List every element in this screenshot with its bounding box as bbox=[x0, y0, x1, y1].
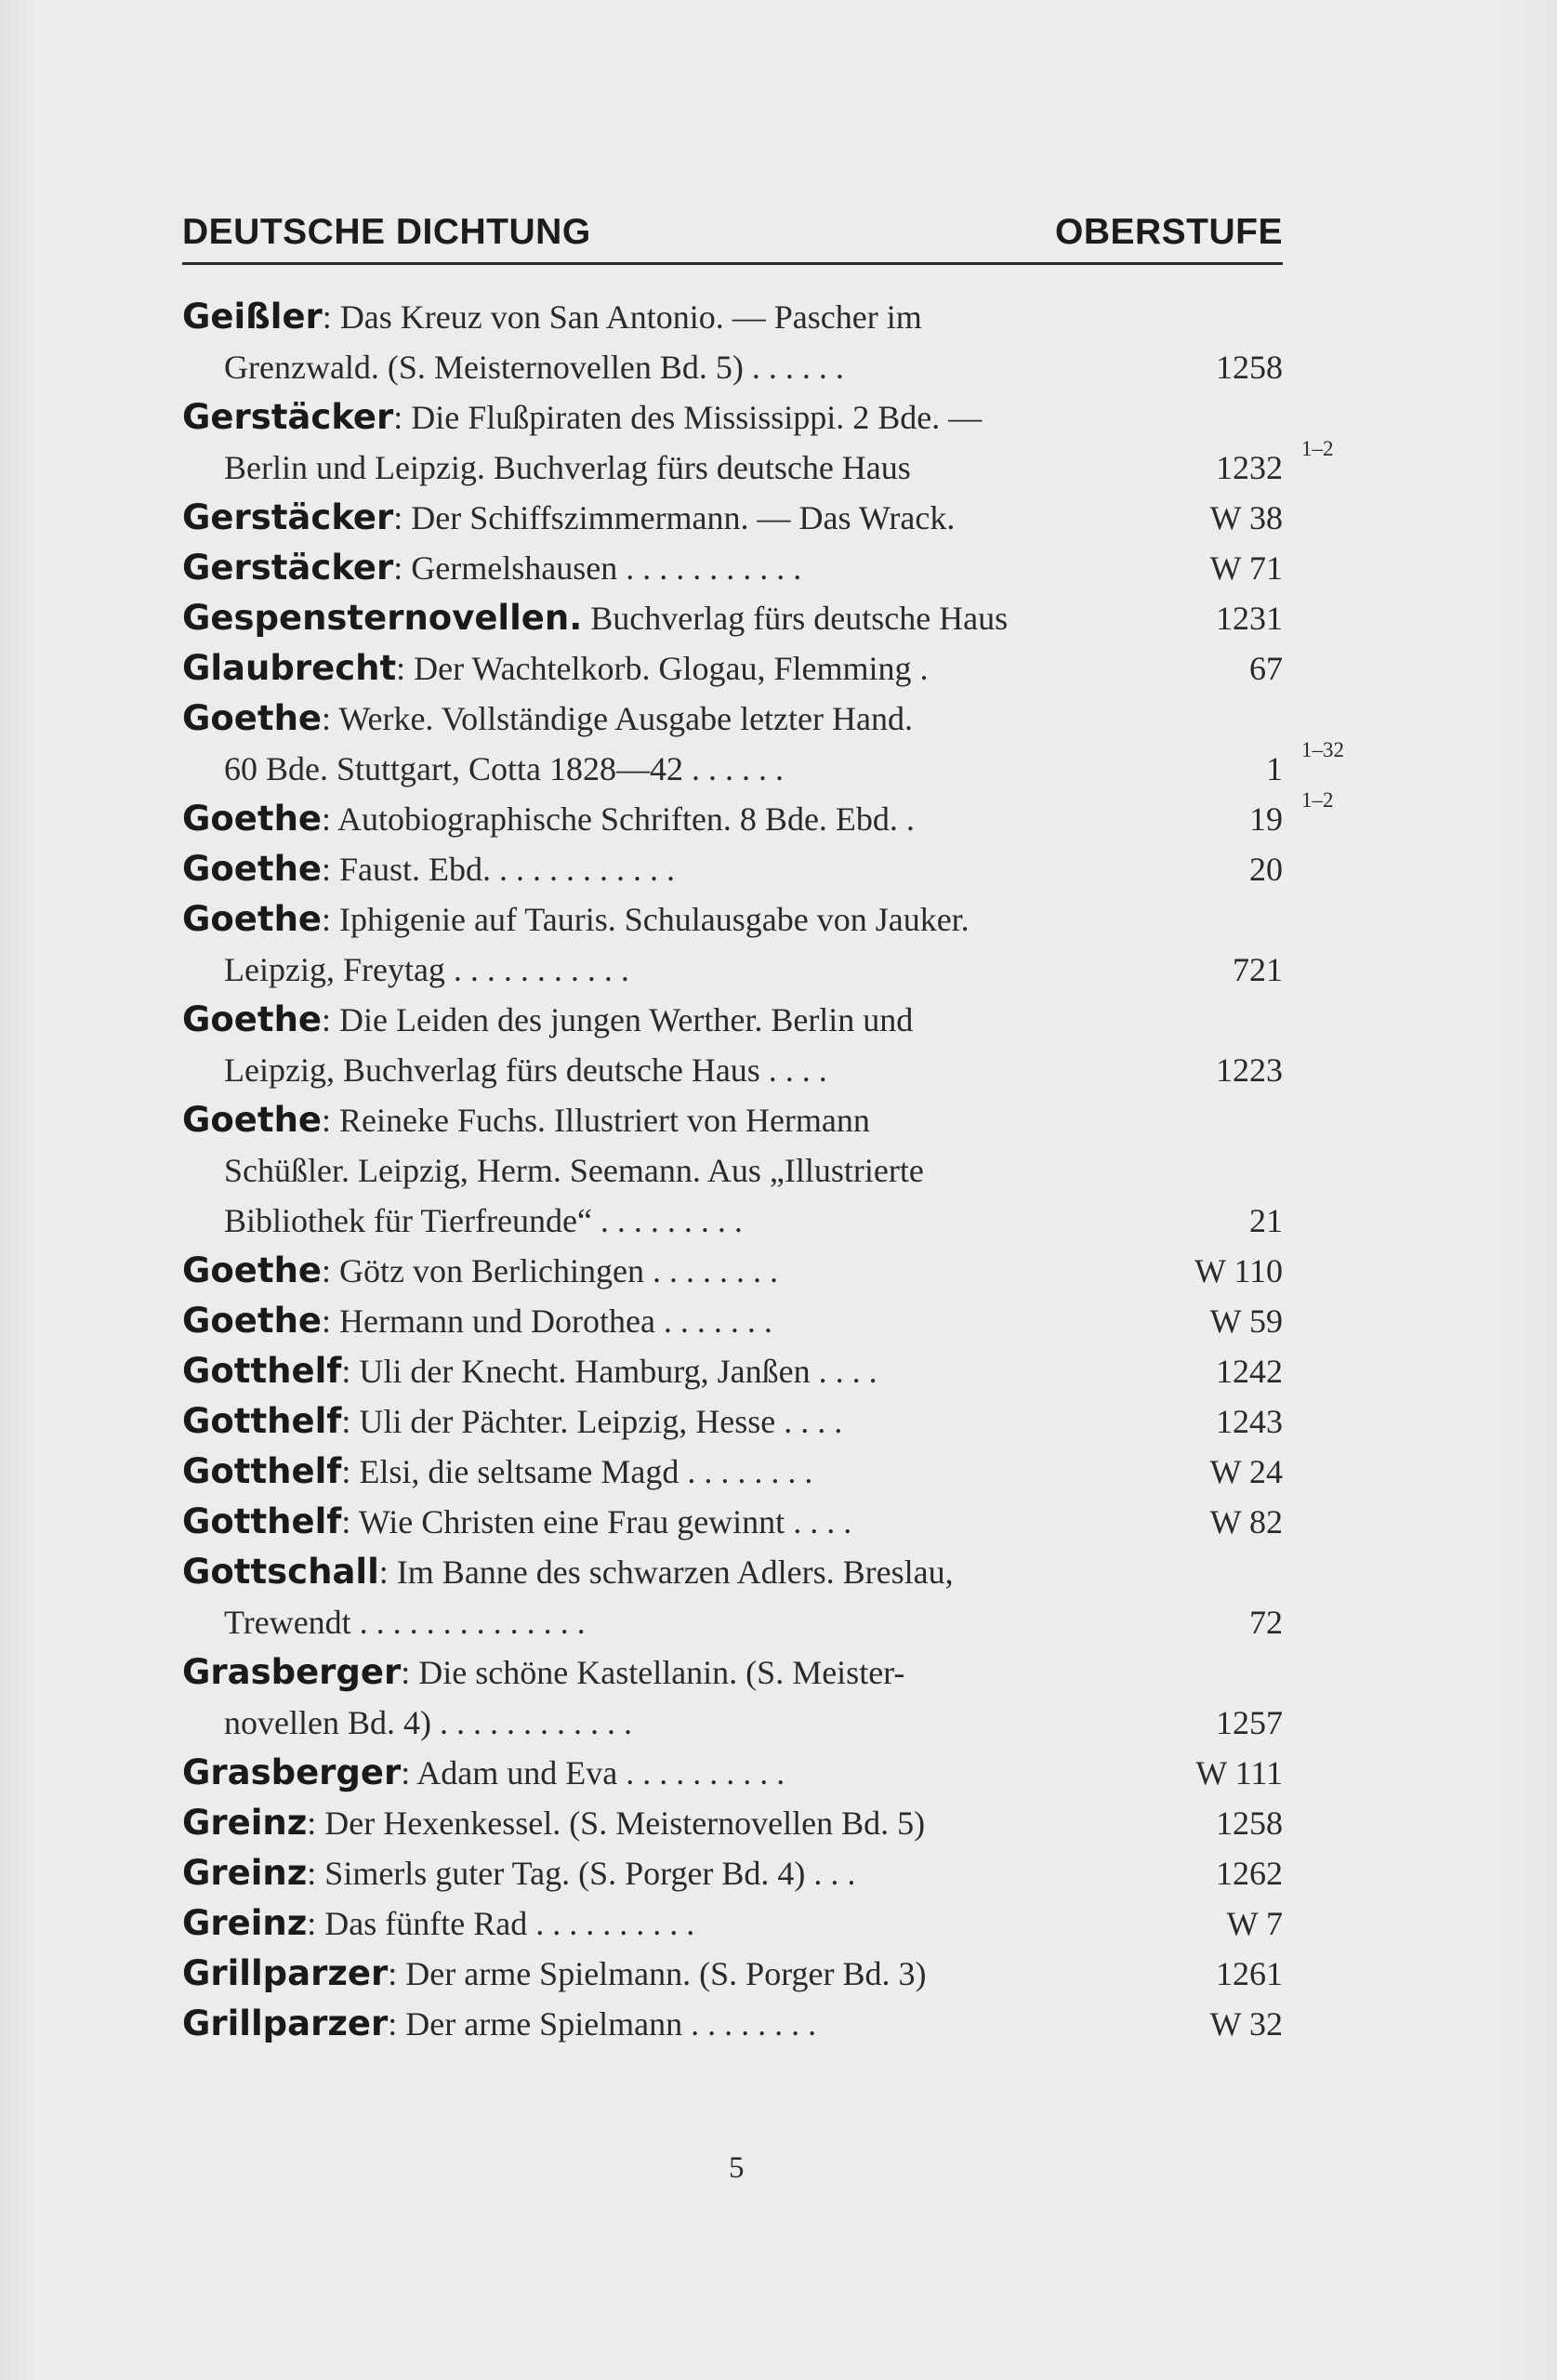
catalog-number: 21 bbox=[1249, 1202, 1283, 1239]
entry-line bbox=[182, 694, 1283, 744]
author-name: Gerstäcker bbox=[182, 548, 394, 588]
entry-continuation-line bbox=[182, 1196, 1283, 1246]
author-name: Goethe bbox=[182, 1250, 323, 1290]
author-separator: : bbox=[307, 1905, 325, 1942]
author-name: Goethe bbox=[182, 899, 323, 939]
entry-line bbox=[182, 1346, 1283, 1396]
entry-continuation-line bbox=[182, 945, 1283, 995]
entry-text bbox=[182, 392, 982, 443]
page-number: 5 bbox=[729, 2151, 745, 2185]
entry-line bbox=[182, 292, 1283, 342]
author-name: Goethe bbox=[182, 698, 323, 738]
entry-line bbox=[182, 844, 1283, 894]
entry-line bbox=[182, 1949, 1283, 1999]
entry-text bbox=[224, 744, 784, 794]
author-separator: : bbox=[393, 399, 412, 436]
author-separator: : bbox=[307, 1855, 325, 1892]
entry-description: Schüßler. Leipzig, Herm. Seemann. Aus „Illustrierte bbox=[224, 1152, 924, 1189]
entry-text bbox=[182, 1999, 816, 2049]
entry-continuation-line bbox=[182, 1597, 1283, 1647]
entry-line bbox=[182, 1748, 1283, 1798]
catalog-number: W 7 bbox=[1226, 1905, 1283, 1942]
author-separator: : bbox=[378, 1554, 397, 1591]
catalog-number: 19 bbox=[1249, 800, 1283, 838]
author-separator: : bbox=[393, 549, 412, 587]
entry-line bbox=[182, 1095, 1283, 1145]
entry-description: Die schöne Kastellanin. (S. Meister- bbox=[418, 1654, 905, 1691]
entry-description: Wie Christen eine Frau gewinnt . . . . bbox=[358, 1503, 852, 1540]
author-name: Greinz bbox=[182, 1903, 308, 1943]
entry-description: Der arme Spielmann. (S. Porger Bd. 3) bbox=[405, 1955, 927, 1992]
author-separator: : bbox=[396, 650, 415, 687]
catalog-number: W 38 bbox=[1209, 499, 1283, 536]
entry-text bbox=[182, 1447, 812, 1497]
catalog-number: W 82 bbox=[1209, 1503, 1283, 1540]
entry-description: Hermann und Dorothea . . . . . . . bbox=[339, 1302, 772, 1340]
author-name: Grasberger bbox=[182, 1752, 402, 1792]
entry-text bbox=[182, 1246, 778, 1296]
catalog-number: 1257 bbox=[1216, 1704, 1283, 1741]
entry-line bbox=[182, 1848, 1283, 1898]
entry-text bbox=[182, 1497, 851, 1547]
author-name: Goethe bbox=[182, 1100, 323, 1140]
bibliography-list bbox=[182, 292, 1344, 2049]
entry-text bbox=[182, 543, 801, 593]
author-separator: : bbox=[322, 800, 338, 838]
author-name: Goethe bbox=[182, 1301, 323, 1341]
catalog-number: 1261 bbox=[1216, 1955, 1283, 1992]
author-separator: : bbox=[322, 1102, 340, 1139]
catalog-number: W 111 bbox=[1195, 1754, 1283, 1792]
header-title-right: OBERSTUFE bbox=[1054, 212, 1283, 252]
entry-line bbox=[182, 1296, 1283, 1346]
entry-description: Trewendt . . . . . . . . . . . . . . bbox=[224, 1604, 586, 1641]
entry-text bbox=[182, 1346, 877, 1396]
author-name: Grillparzer bbox=[182, 2003, 389, 2043]
entry-line bbox=[182, 1447, 1283, 1497]
entry-text bbox=[182, 1547, 954, 1597]
catalog-number: 1232 bbox=[1216, 449, 1283, 486]
entry-text bbox=[182, 1898, 694, 1949]
entry-text bbox=[182, 1396, 842, 1447]
entry-line bbox=[182, 1497, 1283, 1547]
author-separator: : bbox=[307, 1805, 325, 1842]
catalog-number: 1258 bbox=[1216, 349, 1283, 386]
author-separator: : bbox=[401, 1754, 417, 1792]
author-name: Gerstäcker bbox=[182, 397, 394, 437]
entry-description: Der Wachtelkorb. Glogau, Flemming . bbox=[414, 650, 929, 687]
author-separator: : bbox=[322, 1001, 340, 1038]
entry-text bbox=[182, 844, 675, 894]
entry-text bbox=[182, 894, 970, 945]
catalog-number: 1262 bbox=[1216, 1855, 1283, 1892]
entry-text bbox=[182, 1647, 904, 1698]
entry-text bbox=[182, 593, 1008, 643]
author-separator: : bbox=[401, 1654, 419, 1691]
entry-description: Der Hexenkessel. (S. Meisternovellen Bd. 5) bbox=[324, 1805, 926, 1842]
entry-line bbox=[182, 894, 1283, 945]
author-name: Goethe bbox=[182, 799, 323, 839]
author-name: Grillparzer bbox=[182, 1953, 389, 1993]
entry-line bbox=[182, 643, 1283, 694]
entry-text bbox=[182, 1949, 927, 1999]
author-separator: : bbox=[322, 901, 340, 938]
entry-line bbox=[182, 1798, 1283, 1848]
entry-description: Uli der Pächter. Leipzig, Hesse . . . . bbox=[359, 1403, 843, 1440]
author-separator: : bbox=[322, 700, 339, 737]
entry-description: Autobiographische Schriften. 8 Bde. Ebd. . bbox=[337, 800, 915, 838]
catalog-number: W 59 bbox=[1209, 1302, 1283, 1340]
author-separator bbox=[582, 600, 590, 637]
entry-text bbox=[182, 1848, 855, 1898]
author-name: Gespensternovellen. bbox=[182, 598, 583, 638]
catalog-number: 1243 bbox=[1216, 1403, 1283, 1440]
author-name: Gotthelf bbox=[182, 1401, 342, 1441]
entry-description: Der arme Spielmann . . . . . . . . bbox=[405, 2005, 817, 2043]
entry-description: Die Leiden des jungen Werther. Berlin und bbox=[339, 1001, 914, 1038]
catalog-number: 20 bbox=[1249, 851, 1283, 888]
catalog-number: 72 bbox=[1249, 1604, 1283, 1641]
entry-text bbox=[224, 1145, 924, 1196]
author-name: Greinz bbox=[182, 1853, 308, 1893]
author-separator: : bbox=[341, 1403, 360, 1440]
entry-continuation-line bbox=[182, 738, 1344, 794]
author-separator: : bbox=[322, 851, 340, 888]
entry-text bbox=[182, 1798, 925, 1848]
entry-continuation-line bbox=[182, 1045, 1283, 1095]
author-separator: : bbox=[341, 1503, 359, 1540]
author-separator: : bbox=[322, 1302, 340, 1340]
author-name: Goethe bbox=[182, 849, 323, 889]
entry-description: Uli der Knecht. Hamburg, Janßen . . . . bbox=[359, 1353, 877, 1390]
entry-line bbox=[182, 1647, 1283, 1698]
entry-line bbox=[182, 493, 1283, 543]
entry-text bbox=[182, 794, 915, 844]
author-name: Gotthelf bbox=[182, 1451, 342, 1491]
entry-description: Buchverlag fürs deutsche Haus bbox=[590, 600, 1009, 637]
header-title-left: DEUTSCHE DICHTUNG bbox=[182, 212, 591, 252]
entry-text bbox=[182, 292, 922, 342]
entry-line bbox=[182, 1999, 1283, 2049]
author-name: Gerstäcker bbox=[182, 497, 394, 537]
entry-description: Berlin und Leipzig. Buchverlag fürs deutsche Haus bbox=[224, 449, 911, 486]
entry-continuation-line bbox=[182, 342, 1283, 392]
entry-description: Leipzig, Buchverlag fürs deutsche Haus . . . . bbox=[224, 1051, 827, 1089]
entry-description: Götz von Berlichingen . . . . . . . . bbox=[339, 1252, 778, 1289]
entry-text bbox=[224, 1045, 827, 1095]
catalog-number: 1258 bbox=[1216, 1805, 1283, 1842]
author-separator: : bbox=[388, 2005, 406, 2043]
entry-description: Leipzig, Freytag . . . . . . . . . . . bbox=[224, 951, 629, 988]
entry-continuation-line bbox=[182, 437, 1334, 493]
entry-description: Im Banne des schwarzen Adlers. Breslau, bbox=[396, 1554, 954, 1591]
entry-description: Die Flußpiraten des Mississippi. 2 Bde. — bbox=[411, 399, 983, 436]
author-separator: : bbox=[341, 1453, 360, 1490]
entry-text bbox=[224, 443, 911, 493]
entry-text bbox=[182, 1095, 870, 1145]
catalog-number: 1231 bbox=[1216, 600, 1283, 637]
entry-line bbox=[182, 1246, 1283, 1296]
entry-description: Das Kreuz von San Antonio. — Pascher im bbox=[339, 298, 922, 336]
entry-text bbox=[182, 1296, 772, 1346]
catalog-number: 67 bbox=[1249, 650, 1283, 687]
author-name: Gottschall bbox=[182, 1552, 379, 1592]
volume-range-superscript: 1–2 bbox=[1301, 788, 1334, 812]
author-separator: : bbox=[322, 1252, 340, 1289]
author-separator: : bbox=[322, 298, 340, 336]
entry-description: Iphigenie auf Tauris. Schulausgabe von Jauker. bbox=[339, 901, 970, 938]
entry-line bbox=[182, 392, 1283, 443]
author-separator: : bbox=[388, 1955, 406, 1992]
entry-description: Werke. Vollständige Ausgabe letzter Hand. bbox=[338, 700, 913, 737]
entry-description: Reineke Fuchs. Illustriert von Hermann bbox=[339, 1102, 870, 1139]
entry-text bbox=[182, 1748, 785, 1798]
entry-continuation-line bbox=[182, 1698, 1283, 1748]
author-name: Greinz bbox=[182, 1803, 308, 1843]
entry-description: Adam und Eva . . . . . . . . . . bbox=[416, 1754, 785, 1792]
entry-line bbox=[182, 995, 1283, 1045]
author-name: Goethe bbox=[182, 999, 323, 1039]
entry-description: Elsi, die seltsame Magd . . . . . . . . bbox=[359, 1453, 813, 1490]
entry-description: Faust. Ebd. . . . . . . . . . . . bbox=[339, 851, 676, 888]
entry-line bbox=[182, 1547, 1283, 1597]
catalog-number: W 32 bbox=[1209, 2005, 1283, 2043]
entry-line bbox=[182, 1898, 1283, 1949]
entry-text bbox=[224, 1597, 586, 1647]
author-name: Gotthelf bbox=[182, 1501, 342, 1541]
catalog-number: 721 bbox=[1233, 951, 1283, 988]
entry-text bbox=[224, 945, 629, 995]
author-separator: : bbox=[393, 499, 412, 536]
entry-text bbox=[182, 493, 955, 543]
entry-text bbox=[224, 342, 844, 392]
catalog-number: W 24 bbox=[1209, 1453, 1283, 1490]
author-name: Glaubrecht bbox=[182, 648, 397, 688]
entry-text bbox=[224, 1196, 743, 1246]
volume-range-superscript: 1–2 bbox=[1301, 437, 1334, 460]
catalog-number: 1242 bbox=[1216, 1353, 1283, 1390]
entry-description: Bibliothek für Tierfreunde“ . . . . . . . . . bbox=[224, 1202, 743, 1239]
entry-line bbox=[182, 1396, 1283, 1447]
running-header bbox=[182, 212, 1283, 265]
entry-text bbox=[182, 995, 913, 1045]
catalog-number: W 110 bbox=[1194, 1252, 1283, 1289]
author-separator: : bbox=[341, 1353, 360, 1390]
volume-range-superscript: 1–32 bbox=[1301, 738, 1344, 761]
entry-description: Germelshausen . . . . . . . . . . . bbox=[411, 549, 802, 587]
entry-continuation-line bbox=[182, 1145, 1283, 1196]
catalog-number: 1 bbox=[1266, 750, 1283, 787]
entry-description: novellen Bd. 4) . . . . . . . . . . . . bbox=[224, 1704, 632, 1741]
entry-description: Der Schiffszimmermann. — Das Wrack. bbox=[411, 499, 956, 536]
catalog-number: W 71 bbox=[1209, 549, 1283, 587]
entry-text bbox=[224, 1698, 632, 1748]
entry-line bbox=[182, 788, 1334, 844]
entry-text bbox=[182, 694, 913, 744]
entry-description: Simerls guter Tag. (S. Porger Bd. 4) . . . bbox=[324, 1855, 856, 1892]
entry-description: Das fünfte Rad . . . . . . . . . . bbox=[324, 1905, 695, 1942]
entry-text bbox=[182, 643, 929, 694]
author-name: Geißler bbox=[182, 297, 323, 337]
entry-description: 60 Bde. Stuttgart, Cotta 1828—42 . . . . . . bbox=[224, 750, 784, 787]
catalog-number: 1223 bbox=[1216, 1051, 1283, 1089]
entry-line bbox=[182, 543, 1283, 593]
entry-line bbox=[182, 593, 1283, 643]
author-name: Grasberger bbox=[182, 1652, 402, 1692]
entry-description: Grenzwald. (S. Meisternovellen Bd. 5) . . . . . . bbox=[224, 349, 844, 386]
author-name: Gotthelf bbox=[182, 1351, 342, 1391]
